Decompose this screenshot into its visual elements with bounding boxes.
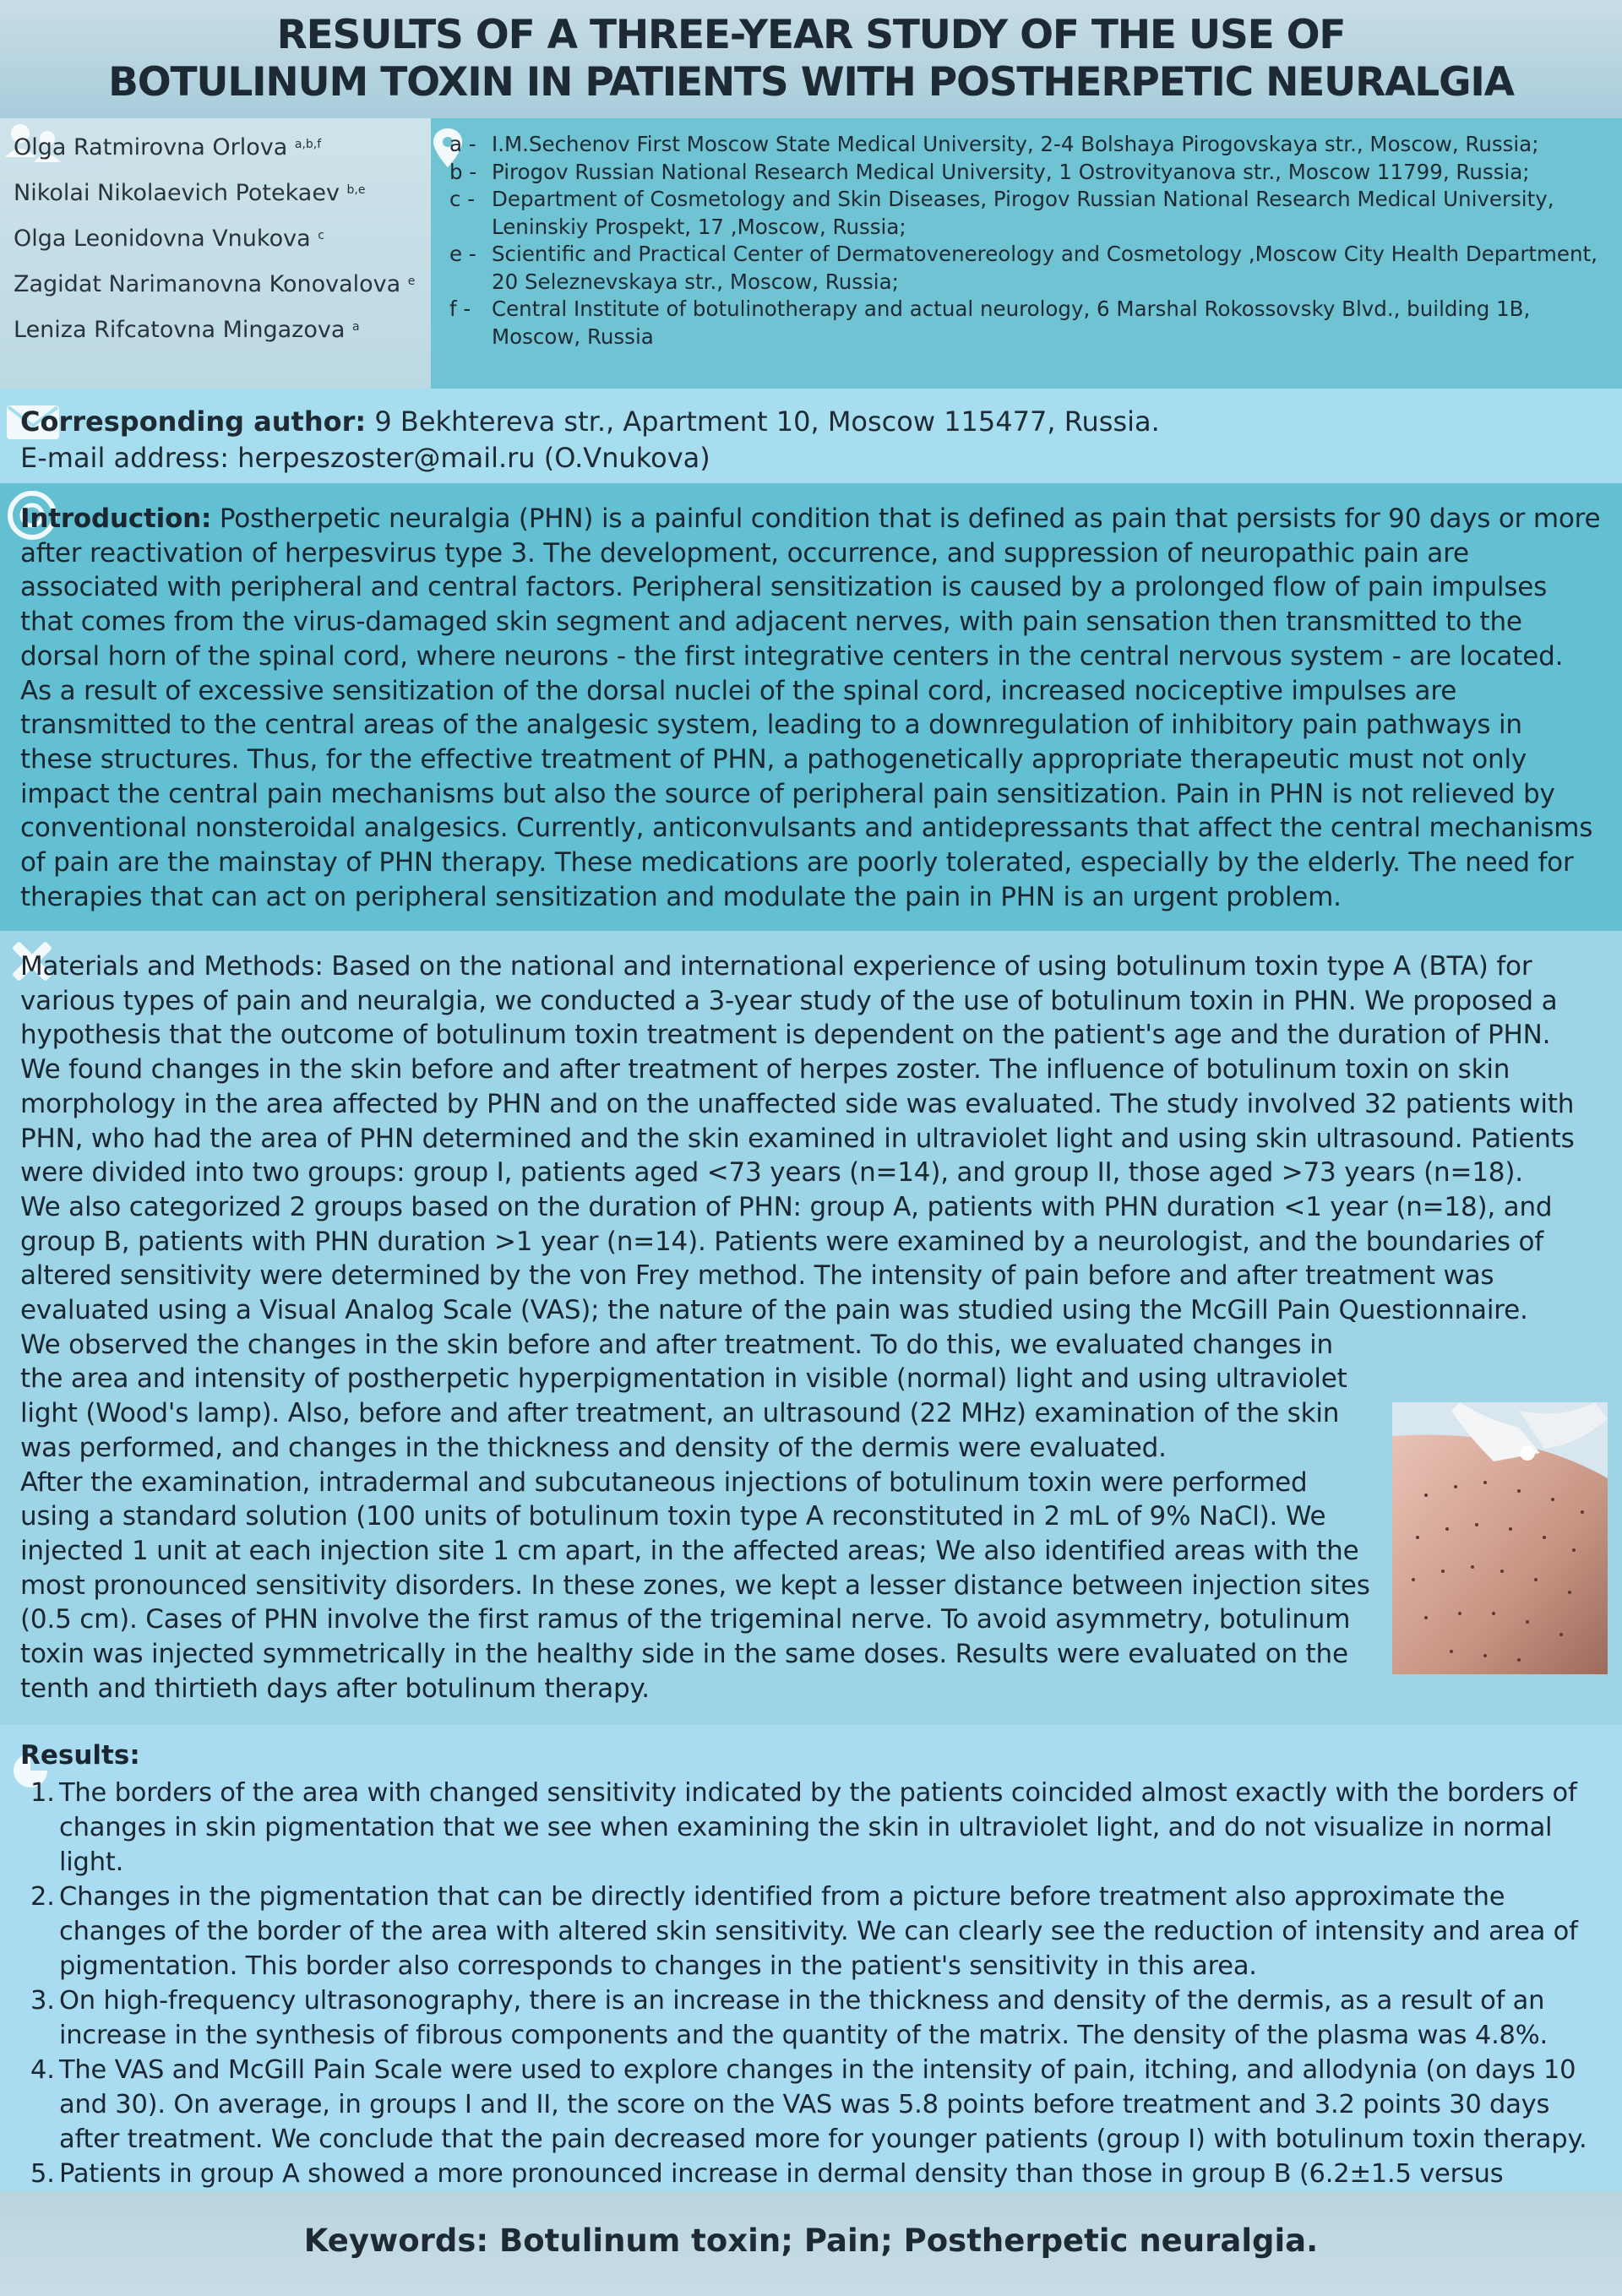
corresponding-email: E-mail address: herpeszoster@mail.ru (O.Vnukova) bbox=[20, 442, 710, 474]
methods-text bbox=[0, 931, 1622, 1706]
title-line-1: RESULTS OF A THREE-YEAR STUDY OF THE USE OF bbox=[276, 12, 1346, 58]
injection-photo bbox=[1392, 1402, 1608, 1674]
results-section bbox=[0, 1725, 1622, 2191]
affiliation-b: b - Pirogov Russian National Research Medical University, 1 Ostrovityanova str., Moscow 11799, Russia; bbox=[449, 159, 1530, 184]
affiliations-panel bbox=[431, 118, 1622, 389]
results-item-2: 2. Changes in the pigmentation that can be directly identified from a picture before treatment also approximate the changes of the border of the area with altered skin sensitivity. We can clearly see the reduction of intensity and area of pigmentation. This border also corresponds to changes in the patient's sensitivity in this area. bbox=[30, 1882, 1578, 1981]
author-2: Nikolai Nikolaevich Potekaev $^{b,e}$ bbox=[14, 180, 366, 206]
results-item-5: 5. Patients in group A showed a more pronounced increase in dermal density than those in group B (6.2±1.5 versus bbox=[30, 2159, 1504, 2189]
author-4: Zagidat Narimanovna Konovalova $^e$ bbox=[14, 271, 416, 297]
corresponding-section bbox=[0, 389, 1622, 483]
introduction-section bbox=[0, 483, 1622, 931]
affiliation-c: c - Department of Cosmetology and Skin Diseases, Pirogov Russian National Research Medical University, Leninskiy Prospekt, 17 ,Moscow, Russia; bbox=[449, 187, 1554, 239]
introduction-label: Introduction: bbox=[20, 503, 212, 534]
results-list bbox=[0, 1776, 1622, 2226]
methods-paragraph-4: We observed the changes in the skin before and after treatment. To do this, we evaluated changes in the area and intensity of postherpetic hyperpigmentation in visible (normal) light and using ultraviolet light (Wood's lamp). Also, before and after treatment, an ultrasound (22 MHz) examination of the skin was performed, and changes in the thickness and density of the dermis were evaluated. bbox=[20, 1329, 1347, 1463]
author-3: Olga Leonidovna Vnukova $^c$ bbox=[14, 226, 324, 252]
affiliation-a: a - I.M.Sechenov First Moscow State Medical University, 2-4 Bolshaya Pirogovskaya str., Moscow, Russia; bbox=[449, 132, 1539, 156]
author-5: Leniza Rifcatovna Mingazova $^a$ bbox=[14, 317, 360, 343]
results-label: Results: bbox=[20, 1740, 140, 1771]
author-1: Olga Ratmirovna Orlova $^{a,b,f}$ bbox=[14, 134, 322, 161]
keywords-footer bbox=[0, 2191, 1622, 2296]
affiliation-f: f - Central Institute of botulinotherapy and actual neurology, 6 Marshal Rokossovsky Blvd., building 1B, Moscow, Russia bbox=[449, 297, 1531, 349]
poster-header bbox=[0, 0, 1622, 118]
affiliation-e: e - Scientific and Practical Center of Dermatovenereology and Cosmetology ,Moscow City Health Department, 20 Seleznevskaya str., Moscow, Russia; bbox=[449, 242, 1598, 294]
methods-paragraph-5: After the examination, intradermal and subcutaneous injections of botulinum toxin were performed using a standard solution (100 units of botulinum toxin type A reconstituted in 2 mL of 9% NaCl). We injected 1 unit at each injection site 1 cm apart, in the affected areas; We also identified areas with the most pronounced sensitivity disorders. In these zones, we kept a lesser distance between injection sites (0.5 cm). Cases of PHN involve the first ramus of the trigeminal nerve. To avoid asymmetry, botulinum toxin was injected symmetrically in the healthy side in the same doses. Results were evaluated on the tenth and thirtieth days after botulinum therapy. bbox=[20, 1466, 1370, 1704]
introduction-text bbox=[0, 483, 1622, 914]
authors-panel bbox=[0, 118, 431, 389]
keywords-text: Keywords: Botulinum toxin; Pain; Postherpetic neuralgia. bbox=[303, 2223, 1319, 2259]
results-item-1: 1. The borders of the area with changed sensitivity indicated by the patients coincided almost exactly with the borders of changes in skin pigmentation that we see when examining the skin in ultraviolet light, and do not visualize in normal light. bbox=[30, 1778, 1577, 1877]
methods-section bbox=[0, 931, 1622, 1725]
results-item-3: 3. On high-frequency ultrasonography, there is an increase in the thickness and density of the dermis, as a result of an increase in the synthesis of fibrous components and the quantity of the matrix. The density of the plasma was 4.8%. bbox=[30, 1986, 1549, 2050]
corresponding-label: Corresponding author: bbox=[20, 405, 367, 438]
introduction-body: Postherpetic neuralgia (PHN) is a painful condition that is defined as pain that persists for 90 days or more after reactivation of herpesvirus type 3. The development, occurrence, and suppression of neuropathic pain are associated with peripheral and central factors. Peripheral sensitization is caused by a prolonged flow of pain impulses that comes from the virus-damaged skin segment and adjacent nerves, with pain sensation then transmitted to the dorsal horn of the spinal cord, where neurons - the first integrative centers in the central nervous system - are located. As a result of excessive sensitization of the dorsal nuclei of the spinal cord, increased nociceptive impulses are transmitted to the central areas of the analgesic system, leading to a downregulation of inhibitory pain pathways in these structures. Thus, for the effective treatment of PHN, a pathogenetically appropriate therapeutic must not only impact the central pain mechanisms but also the source of peripheral pain sensitization. Pain in PHN is not relieved by conventional nonsteroidal analgesics. Currently, anticonvulsants and antidepressants that affect the central mechanisms of pain are the mainstay of PHN therapy. These medications are poorly tolerated, especially by the elderly. The need for therapies that can act on peripheral sensitization and modulate the pain in PHN is an urgent problem. bbox=[20, 503, 1601, 912]
affiliation-list bbox=[431, 118, 1622, 351]
results-item-4: 4. The VAS and McGill Pain Scale were used to explore changes in the intensity of pain, itching, and allodynia (on days 10 and 30). On average, in groups I and II, the score on the VAS was 5.8 points before treatment and 3.2 points 30 days after treatment. We conclude that the pain decreased more for younger patients (group I) with botulinum toxin therapy. bbox=[30, 2055, 1587, 2154]
title-line-2: BOTULINUM TOXIN IN PATIENTS WITH POSTHERPETIC NEURALGIA bbox=[108, 59, 1514, 106]
methods-paragraph-3: We also categorized 2 groups based on the duration of PHN: group A, patients with PHN duration <1 year (n=18), and group B, patients with PHN duration >1 year (n=14). Patients were examined by a neurologist, and the boundaries of altered sensitivity were determined by the von Frey method. The intensity of pain before and after treatment was evaluated using a Visual Analog Scale (VAS); the nature of the pain was studied using the McGill Pain Questionnaire. bbox=[20, 1191, 1553, 1326]
methods-paragraph-1: Materials and Methods: Based on the national and international experience of using botulinum toxin type A (BTA) for various types of pain and neuralgia, we conducted a 3-year study of the use of botulinum toxin in PHN. We proposed a hypothesis that the outcome of botulinum toxin treatment is dependent on the patient's age and the duration of PHN. bbox=[20, 951, 1558, 1051]
poster-title bbox=[0, 0, 1622, 106]
methods-paragraph-2: We found changes in the skin before and after treatment of herpes zoster. The influence of botulinum toxin on skin morphology in the area affected by PHN and on the unaffected side was evaluated. The study involved 32 patients with PHN, who had the area of PHN determined and the skin examined in ultraviolet light and using skin ultrasound. Patients were divided into two groups: group I, patients aged <73 years (n=14), and group II, those aged >73 years (n=18). bbox=[20, 1054, 1575, 1189]
corresponding-address: 9 Bekhtereva str., Apartment 10, Moscow 115477, Russia. bbox=[366, 405, 1160, 438]
